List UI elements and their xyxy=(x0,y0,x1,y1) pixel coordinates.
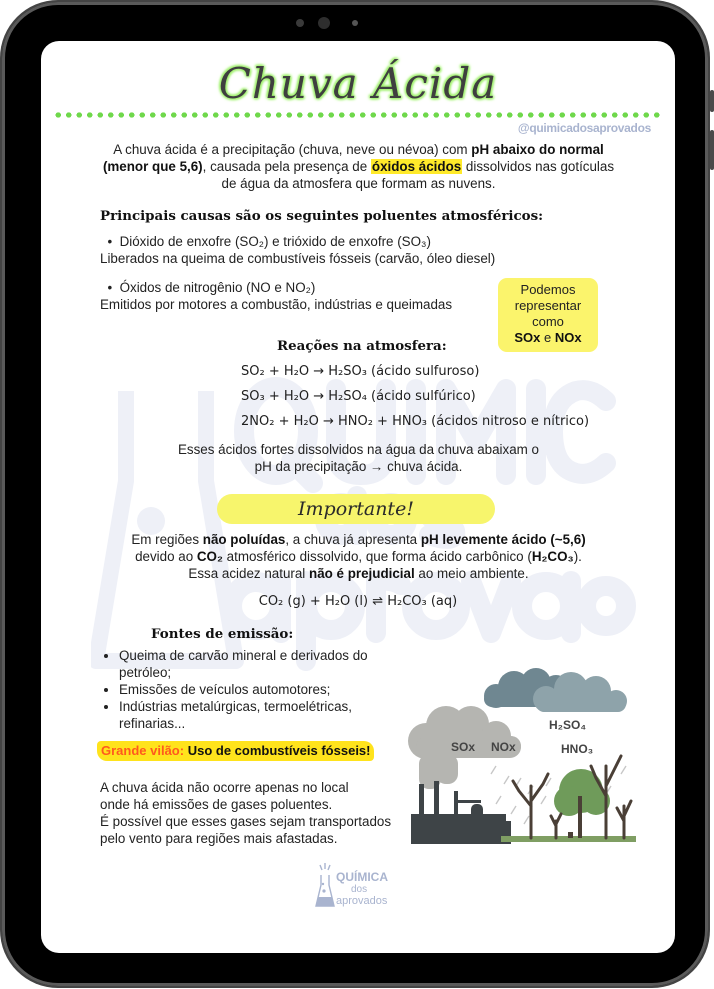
page-title: Chuva Ácida xyxy=(218,59,498,108)
reaction-2: SO₃ + H₂O → H₂SO₄ (ácido sulfúrico) xyxy=(241,389,476,404)
important-bold-2: pH levemente ácido (~5,6) xyxy=(420,532,586,547)
villain-label: Grande vilão: xyxy=(101,743,185,758)
label-hno3: HNO₃ xyxy=(561,742,594,756)
carbonic-equation: CO₂ (g) + H₂O (l) ⇌ H₂CO₃ (aq) xyxy=(258,594,458,609)
important-line-2 xyxy=(71,548,646,565)
cause-item-1-label: Dióxido de enxofre (SO₂) e trióxido de enxofre (SO₃) xyxy=(119,234,431,249)
cause-item-2 xyxy=(100,279,315,296)
villain-text: Uso de combustíveis fósseis! xyxy=(187,743,371,758)
conclusion-line-1: Esses ácidos fortes dissolvidos na água da chuva abaixam o xyxy=(177,442,539,457)
source-item: • Queima de carvão mineral e derivados do petróleo; xyxy=(119,647,389,681)
note-line-4 xyxy=(498,330,598,346)
cause-item-1 xyxy=(100,233,431,250)
cause-item-2-label: Óxidos de nitrogênio (NO e NO₂) xyxy=(119,280,316,295)
closing-line-4: pelo vento para regiões mais afastadas. xyxy=(100,831,338,846)
light-sensor xyxy=(352,20,358,26)
villain-highlight xyxy=(97,741,374,761)
sources-list xyxy=(99,647,389,732)
important-bold-1: não poluídas xyxy=(202,532,286,547)
intro-text-1: A chuva ácida é a precipitação (chuva, neve ou névoa) com xyxy=(113,142,472,157)
flask-icon xyxy=(315,861,335,909)
reactions-conclusion xyxy=(131,441,586,475)
important-line-1 xyxy=(71,531,646,548)
label-sox: SOx xyxy=(451,740,476,754)
bullet-icon: • xyxy=(100,234,120,249)
dotted-divider xyxy=(53,112,663,118)
cause-item-1-desc: Liberados na queima de combustíveis fósseis (carvão, óleo diesel) xyxy=(100,251,496,266)
watermark-flask-icon xyxy=(96,391,236,661)
reaction-1: SO₂ + H₂O → H₂SO₃ (ácido sulfuroso) xyxy=(241,364,480,379)
important-bold-4: H₂CO₃ xyxy=(531,549,574,564)
intro-text-2: , causada pela presença de xyxy=(202,159,371,174)
conclusion-line-2: pH da precipitação → chuva ácida. xyxy=(254,459,463,474)
important-banner: Importante! xyxy=(217,494,495,524)
intro-paragraph xyxy=(101,141,616,192)
important-line-3 xyxy=(71,565,646,582)
label-h2so4: H₂SO₄ xyxy=(549,718,587,732)
label-nox: NOx xyxy=(491,740,516,754)
important-text-3: devido ao xyxy=(135,549,197,564)
important-text-6: Essa acidez natural xyxy=(188,566,310,581)
reaction-3: 2NO₂ + H₂O → HNO₂ + HNO₃ (ácidos nitroso e nítrico) xyxy=(241,414,590,429)
note-nox: NOx xyxy=(554,330,582,345)
green-tree-icon xyxy=(554,769,610,838)
source-item: • Emissões de veículos automotores; xyxy=(119,681,389,698)
logo-line-3: aprovados xyxy=(336,895,388,907)
source-item: • Indústrias metalúrgicas, termoelétricas, refinarias... xyxy=(119,698,389,732)
reactions-heading: Reações na atmosfera: xyxy=(277,338,447,354)
important-paragraph xyxy=(71,531,646,582)
brand-logo xyxy=(315,861,415,913)
important-text-2: , a chuva já apresenta xyxy=(285,532,421,547)
closing-line-1: A chuva ácida não ocorre apenas no local xyxy=(100,780,349,795)
important-text-4: atmosférico dissolvido, que forma ácido carbônico ( xyxy=(222,549,532,564)
sensor-dot xyxy=(296,19,304,27)
note-box xyxy=(498,278,598,352)
social-handle: @quimicadosaprovados xyxy=(517,121,651,135)
closing-paragraph xyxy=(100,779,391,847)
acid-rain-illustration xyxy=(401,666,641,846)
volume-button xyxy=(710,130,714,170)
cause-item-2-desc: Emitidos por motores a combustão, indústrias e queimadas xyxy=(100,297,453,312)
tablet-frame xyxy=(2,2,708,986)
important-bold-5: não é prejudicial xyxy=(309,566,415,581)
power-button xyxy=(710,90,714,112)
important-bold-3: CO₂ xyxy=(196,549,223,564)
intro-highlight-oxides: óxidos ácidos xyxy=(371,159,462,174)
screen xyxy=(41,41,675,953)
causes-heading: Principais causas são os seguintes poluentes atmosféricos: xyxy=(100,208,544,224)
factory-icon xyxy=(411,781,511,844)
bullet-icon: • xyxy=(100,280,120,295)
sources-heading: Fontes de emissão: xyxy=(151,626,294,642)
acid-rain-scene xyxy=(401,666,641,846)
closing-line-2: onde há emissões de gases poluentes. xyxy=(100,797,333,812)
closing-line-3: É possível que esses gases sejam transportados xyxy=(100,814,392,829)
intro-bold-ph: pH abaixo do normal (menor que 5,6) xyxy=(102,142,604,174)
camera-lens xyxy=(318,17,330,29)
intro-text-3: dissolvidos nas gotículas de água da atmosfera que formam as nuvens. xyxy=(221,159,615,191)
important-text-1: Em regiões xyxy=(131,532,203,547)
note-line-3: como xyxy=(532,314,564,329)
note-conj: e xyxy=(544,330,552,345)
logo-line-2: dos xyxy=(351,884,368,895)
note-sox: SOx xyxy=(514,330,541,345)
note-line-1: Podemos xyxy=(520,282,576,297)
important-text-7: ao meio ambiente. xyxy=(414,566,529,581)
important-text-5: ). xyxy=(573,549,582,564)
logo-line-1: QUÍMICA xyxy=(336,870,388,884)
note-line-2: representar xyxy=(514,298,582,313)
tree-stump xyxy=(568,832,573,838)
